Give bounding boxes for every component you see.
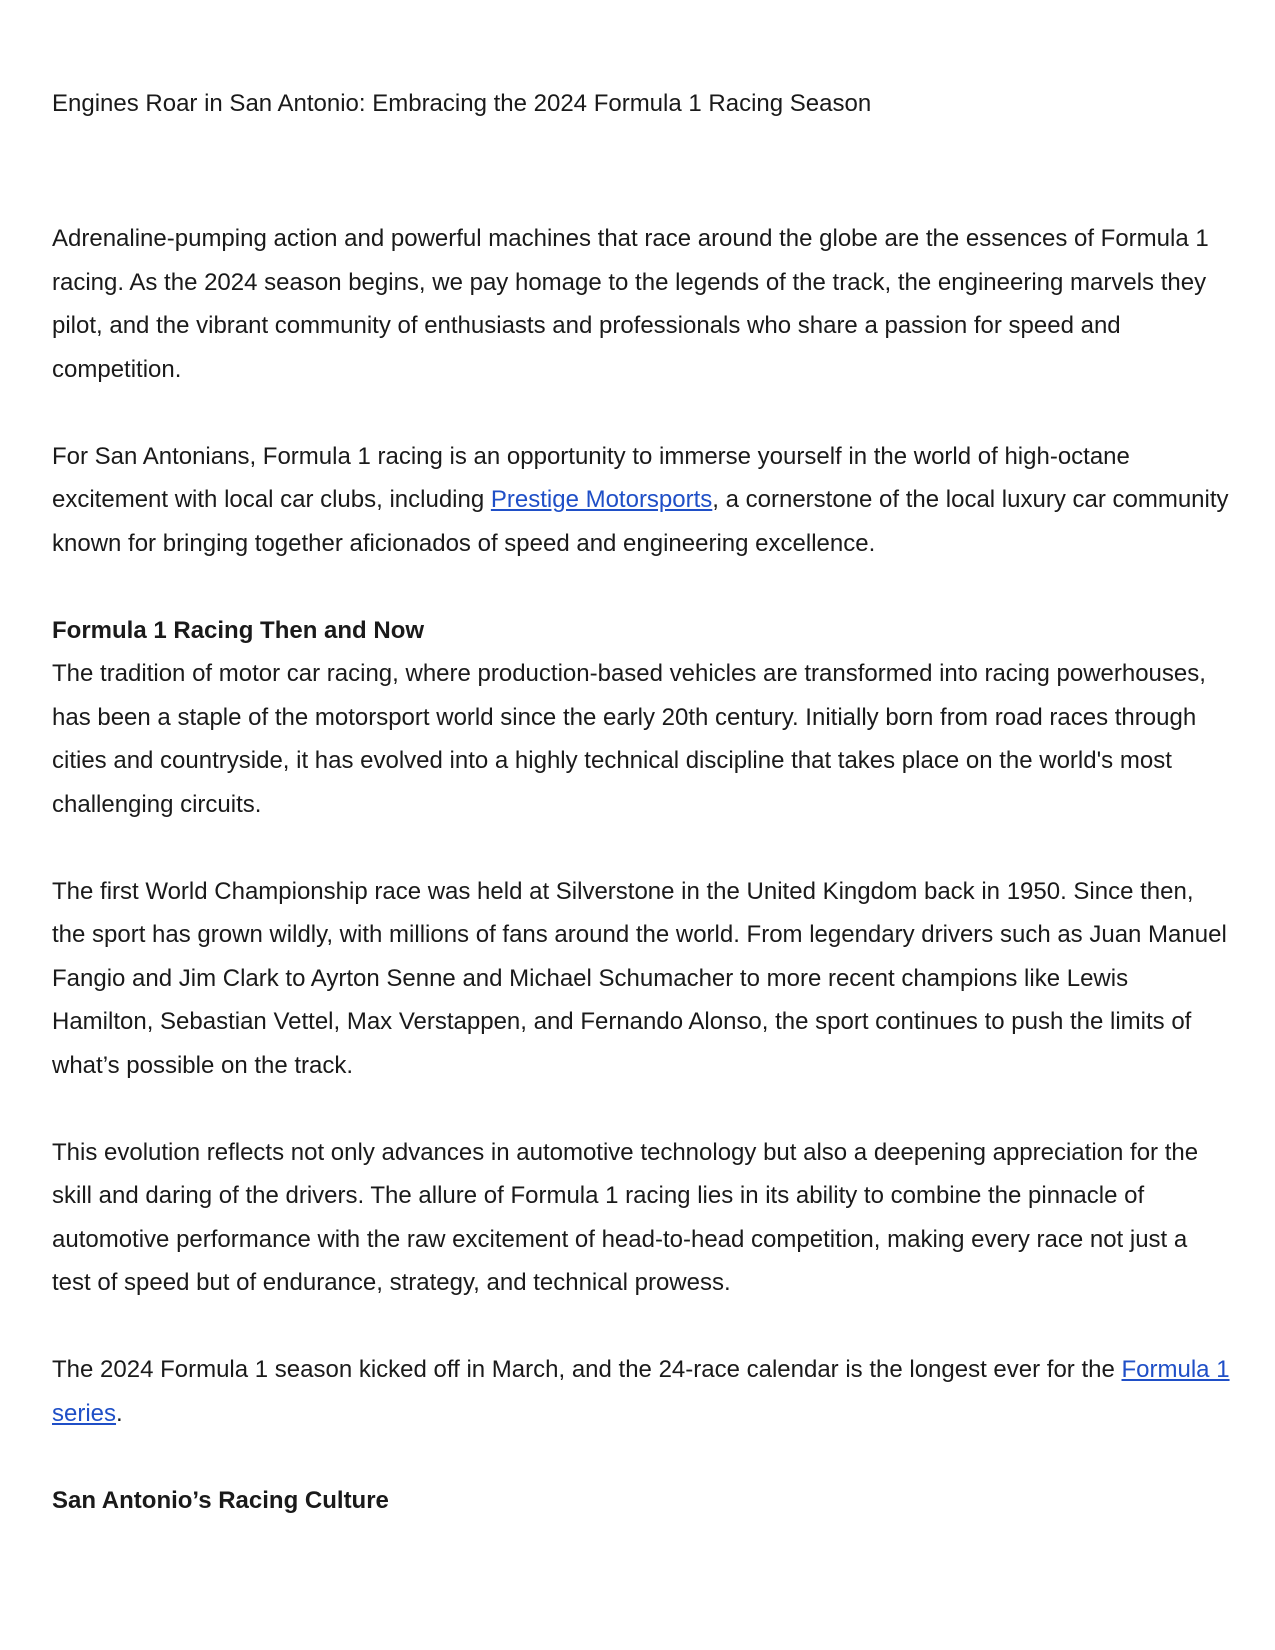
spacer [52,120,1232,217]
paragraph-text: , a cornerstone of the local luxury car community known for bringing together aficionados of speed and engineering excellence. [52,486,1229,557]
history-paragraph: The first World Championship race was held at Silverstone in the United Kingdom back in 1950. Since then, the sport has grown wildly, with millions of fans around the world. From legendary drivers such as Juan Manuel Fangio and Jim Clark to Ayrton Senne and Michael Schumacher to more recent champions like Lewis Hamilton, Sebastian Vettel, Max Verstappen, and Fernando Alonso, the sport continues to push the limits of what’s possible on the track. [52,877,1227,1079]
paragraph-text: For San Antonians, Formula 1 racing is an opportunity to immerse yourself in the world of high-octane excitement with local car clubs, including [52,442,1130,513]
spacer [52,1435,1232,1479]
document-title: Engines Roar in San Antonio: Embracing the 2024 Formula 1 Racing Season [52,90,872,117]
car-clubs-paragraph [52,435,1232,566]
season-paragraph [52,1348,1232,1435]
section-heading-then-and-now: Formula 1 Racing Then and Now [52,616,425,644]
prestige-motorsports-link[interactable]: Prestige Motorsports [490,486,713,513]
document-page [52,88,1232,1522]
formula-1-series-link[interactable]: Formula 1 series [52,1356,1230,1427]
evolution-paragraph: This evolution reflects not only advances in automotive technology but also a deepening appreciation for the skill and daring of the drivers. The allure of Formula 1 racing lies in its ability to combine the pinnacle of automotive performance with the raw excitement of head-to-head competition, making every race not just a test of speed but of endurance, strategy, and technical prowess. [52,1138,1199,1296]
paragraph-text: . [116,1399,123,1427]
spacer [52,565,1232,609]
spacer [52,391,1232,435]
tradition-paragraph: The tradition of motor car racing, where production-based vehicles are transformed into racing powerhouses, has been a staple of the motorsport world since the early 20th century. Initially born from road races through cities and countryside, it has evolved into a highly technical discipline that takes place on the world's most challenging circuits. [52,660,1206,818]
spacer [52,1087,1232,1131]
intro-paragraph: Adrenaline-pumping action and powerful machines that race around the globe are the essences of Formula 1 racing. As the 2024 season begins, we pay homage to the legends of the track, the engineering marvels they pilot, and the vibrant community of enthusiasts and professionals who share a passion for speed and competition. [52,225,1209,383]
section-heading-racing-culture: San Antonio’s Racing Culture [52,1486,389,1514]
spacer [52,1305,1232,1349]
spacer [52,826,1232,870]
paragraph-text: The 2024 Formula 1 season kicked off in March, and the 24-race calendar is the longest ever for the [52,1356,1122,1383]
